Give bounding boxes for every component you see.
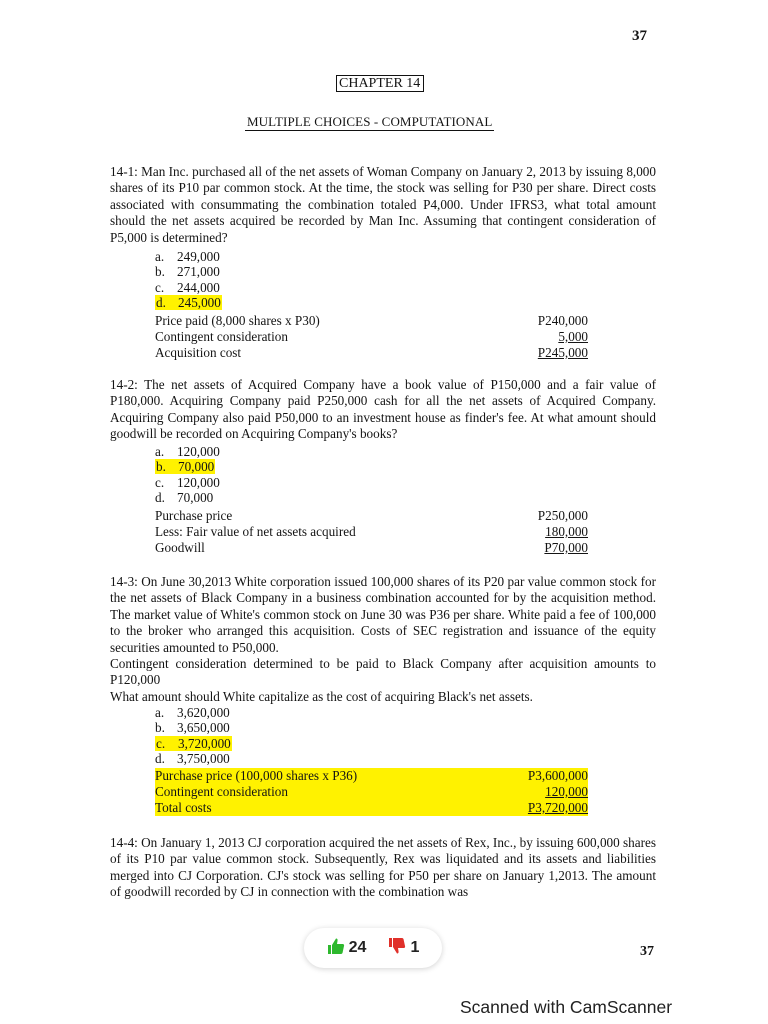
solution-row: Acquisition cost P245,000 [155,345,588,360]
option-b: b. 3,650,000 [155,720,230,736]
solution-row: Purchase price P250,000 [155,508,588,523]
solution-row: Total costs P3,720,000 [155,800,588,815]
question-14-1-text: 14-1: Man Inc. purchased all of the net assets of Woman Company on January 2, 2013 by issuing 8,000 shares of its P10 par common stock. At the time, the stock was selling for P30 per share. Direct costs associated with consummating the combination totaled P4,000. Under IFRS3, what total amount should the net assets acquired be recorded by Man Inc. Assuming that contingent consideration of P5,000 is determined? [110,164,656,245]
like-button[interactable] [327,937,367,960]
dislike-button[interactable] [388,937,419,960]
page-number-top: 37 [632,28,647,44]
option-b-answer: b. 70,000 [156,459,215,475]
question-14-1-solution [155,313,588,361]
section-title: MULTIPLE CHOICES - COMPUTATIONAL [247,114,493,129]
question-14-1-options [155,249,222,311]
solution-row: Contingent consideration 5,000 [155,329,588,344]
question-14-2-solution [155,508,588,556]
option-c: c. 244,000 [155,279,220,295]
solution-row: Contingent consideration 120,000 [155,784,588,799]
page-number-bottom: 37 [640,944,654,959]
thumbs-down-icon [388,937,406,960]
option-c: c. 120,000 [155,474,220,490]
dislike-count: 1 [410,939,420,956]
option-d: d. 3,750,000 [155,751,230,767]
solution-row: Purchase price (100,000 shares x P36) P3,600,000 [155,768,588,783]
question-14-3-prompt: What amount should White capitalize as the cost of acquiring Black's net assets. [110,689,533,704]
option-b: b. 271,000 [155,264,220,280]
option-d: d. 70,000 [155,490,214,506]
solution-row: Price paid (8,000 shares x P30) P240,000 [155,313,588,328]
option-a: a. 249,000 [155,249,220,264]
question-14-3-solution [155,768,588,816]
solution-row: Less: Fair value of net assets acquired 180,000 [155,524,588,539]
question-14-4-text: 14-4: On January 1, 2013 CJ corporation acquired the net assets of Rex, Inc., by issuing 600,000 shares of its P10 par value common stock. Subsequently, Rex was liquidated and its assets and liabilities merged into CJ Corporation. CJ's stock was selling for P50 per share on January 1,2013. The amount of goodwill recorded by CJ in connection with the combination was [110,835,656,900]
thumbs-up-icon [327,937,345,960]
option-a: a. 3,620,000 [155,705,230,720]
camscanner-watermark: Scanned with CamScanner [460,997,673,1017]
option-d-answer: d. 245,000 [156,295,221,311]
question-14-2-text: 14-2: The net assets of Acquired Company have a book value of P150,000 and a fair value of P180,000. Acquiring Company paid P250,000 cash for all the net assets of Acquired Company. Acquiring Company also paid P50,000 to an investment house as finder's fee. At what amount should goodwill be recorded on Acquiring Company's books? [110,377,656,442]
question-14-2-options [155,444,220,506]
question-14-3-contingent-text: Contingent consideration determined to be paid to Black Company after acquisition amounts to P120,000 [110,656,656,688]
option-a: a. 120,000 [155,444,220,459]
option-c-answer: c. 3,720,000 [156,735,231,751]
solution-row: Goodwill P70,000 [155,540,588,555]
reactions-bar [304,928,442,968]
chapter-title: CHAPTER 14 [336,76,424,92]
like-count: 24 [348,939,367,956]
question-14-3-options [155,705,232,767]
question-14-3-text: 14-3: On June 30,2013 White corporation issued 100,000 shares of its P20 par value common stock for the net assets of Black Company in a business combination accounted for by the acquisition method. The market value of White's common stock on June 30 was P36 per share. White paid a fee of 100,000 to the broker who arranged this acquisition. Costs of SEC registration and issuance of the equity securities amounted to P50,000. [110,574,656,655]
